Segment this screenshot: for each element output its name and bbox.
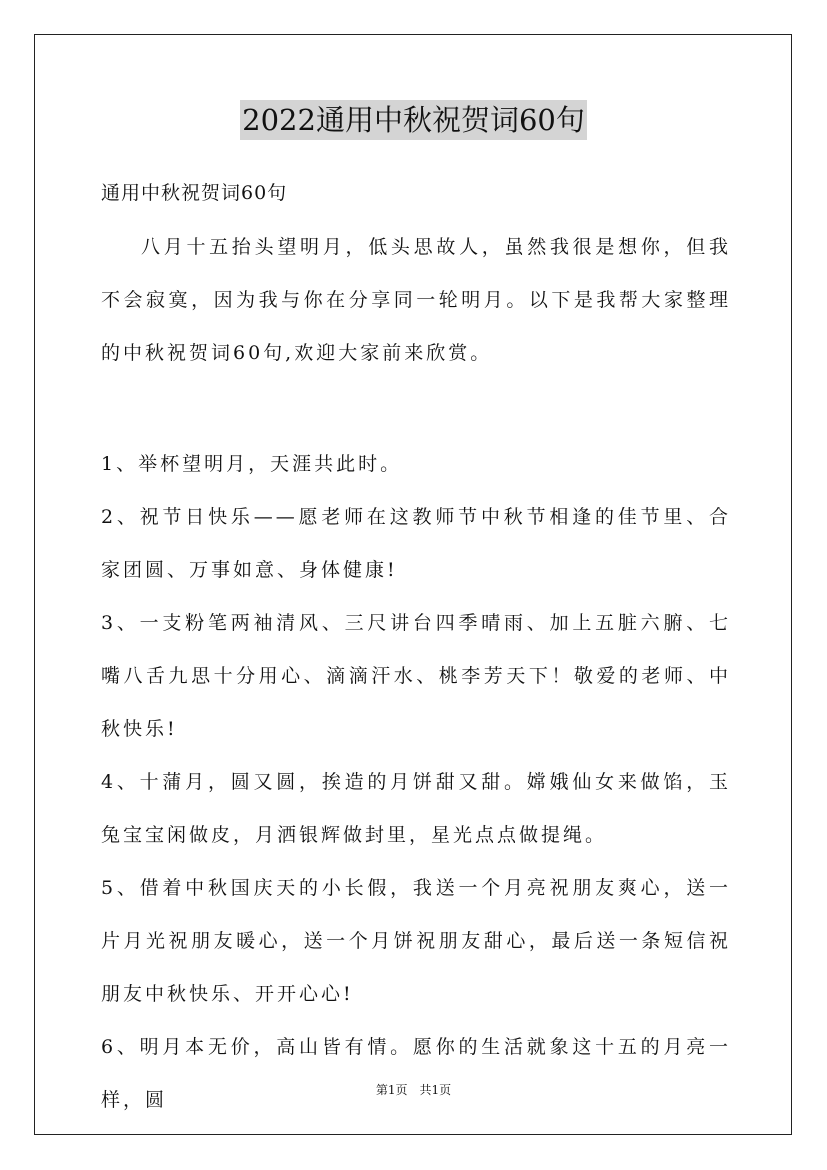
list-item: 1、举杯望明月，天涯共此时。 <box>101 453 403 475</box>
list-item: 2、祝节日快乐——愿老师在这教师节中秋节相逢的佳节里、合家团圆、万事如意、身体健康! <box>101 506 731 581</box>
title-container <box>0 100 827 140</box>
page-footer <box>0 1082 827 1098</box>
document-subtitle: 通用中秋祝贺词60句 <box>101 182 288 204</box>
page-number-label: 第1页 共1页 <box>375 1083 452 1097</box>
document-title: 2022通用中秋祝贺词60句 <box>240 100 587 140</box>
greetings-list <box>101 438 731 1127</box>
list-item: 3、一支粉笔两袖清风、三尺讲台四季晴雨、加上五脏六腑、七嘴八舌九思十分用心、滴滴汗水、桃李芳天下！敬爱的老师、中秋快乐! <box>101 612 731 740</box>
list-item: 4、十蒲月，圆又圆，挨造的月饼甜又甜。嫦娥仙女来做馅，玉兔宝宝闲做皮，月洒银辉做封里，星光点点做提绳。 <box>101 771 731 846</box>
list-item: 6、明月本无价，高山皆有情。愿你的生活就象这十五的月亮一样，圆 <box>101 1036 731 1111</box>
intro-paragraph: 八月十五抬头望明月，低头思故人，虽然我很是想你，但我不会寂寞，因为我与你在分享同一轮明月。以下是我帮大家整理的中秋祝贺词60句,欢迎大家前来欣赏。 <box>101 236 731 364</box>
list-item: 5、借着中秋国庆天的小长假，我送一个月亮祝朋友爽心，送一片月光祝朋友暖心，送一个月饼祝朋友甜心，最后送一条短信祝朋友中秋快乐、开开心心! <box>101 877 731 1005</box>
